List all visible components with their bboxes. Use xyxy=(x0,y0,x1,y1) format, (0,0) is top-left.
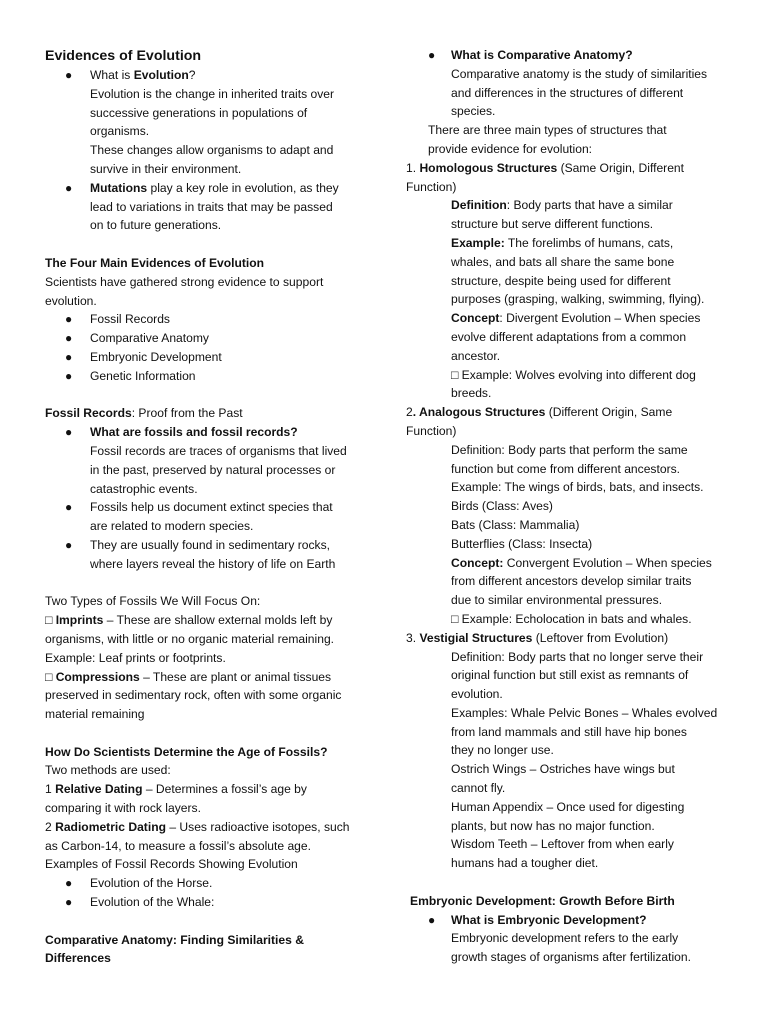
bullet-what-is-evolution: ● What is Evolution? xyxy=(45,66,375,85)
document-title: Evidences of Evolution xyxy=(45,48,202,64)
analogous-butterflies: Butterflies (Class: Insecta) xyxy=(451,536,593,551)
relative-dating-line: 1 Relative Dating – Determines a fossil’s age by xyxy=(45,782,307,797)
embryonic-answer: growth stages of organisms after fertilization. xyxy=(451,950,691,965)
analogous-concept: Concept: Convergent Evolution – When species xyxy=(451,555,712,570)
evolution-text: successive generations in populations of xyxy=(90,105,308,120)
bullet-dot: ● xyxy=(65,68,73,82)
vestigial-wisdom-teeth: Wisdom Teeth – Leftover from when early xyxy=(451,837,674,852)
radiometric-dating-text: as Carbon-14, to measure a fossil’s absolute age. xyxy=(45,838,311,853)
mutations-text: lead to variations in traits that may be passed xyxy=(90,199,333,214)
comparative-anatomy-heading: Differences xyxy=(45,951,111,966)
vestigial-ostrich: Ostrich Wings – Ostriches have wings but xyxy=(451,762,675,777)
example-item: ● Evolution of the Whale: xyxy=(65,895,215,910)
four-evidences-text: evolution. xyxy=(45,293,97,308)
homologous-example-text: structure, despite being used for different xyxy=(451,273,671,288)
comparative-anatomy-answer: species. xyxy=(451,104,496,119)
radiometric-dating-line: 2 Radiometric Dating – Uses radioactive isotopes, such xyxy=(45,819,350,834)
imprints-line: □ Imprints – These are shallow external molds left by xyxy=(45,613,333,628)
vestigial-definition: original function but still exist as remnants of xyxy=(451,668,689,683)
homologous-box-example: □ Example: Wolves evolving into different dog xyxy=(451,367,696,382)
fossil-extinct-text: are related to modern species. xyxy=(90,519,254,534)
homologous-box-example: breeds. xyxy=(451,386,492,401)
box-icon: □ xyxy=(45,669,53,684)
analogous-birds: Birds (Class: Aves) xyxy=(451,499,553,514)
fossil-answer: in the past, preserved by natural processes or xyxy=(90,462,336,477)
analogous-concept-text: due to similar environmental pressures. xyxy=(451,593,663,608)
evidence-item: ● Comparative Anatomy xyxy=(65,331,209,346)
four-evidences-heading: The Four Main Evidences of Evolution xyxy=(45,255,265,270)
compressions-text: preserved in sedimentary rock, often with some organic xyxy=(45,688,342,703)
fossil-age-heading: How Do Scientists Determine the Age of Fossils? xyxy=(45,744,328,759)
homologous-definition: Definition: Body parts that have a similar xyxy=(451,198,673,213)
evolution-text: Evolution is the change in inherited traits over xyxy=(90,86,335,101)
fossil-answer: Fossil records are traces of organisms that lived xyxy=(90,443,347,458)
vestigial-heading: 3. Vestigial Structures (Leftover from Evolution) xyxy=(406,630,669,645)
homologous-definition-text: structure but serve different functions. xyxy=(451,217,654,232)
compressions-line: □ Compressions – These are plant or animal tissues xyxy=(45,669,332,684)
evolution-text: survive in their environment. xyxy=(90,161,242,176)
left-column xyxy=(45,46,375,968)
evidence-item: ● Genetic Information xyxy=(65,368,196,383)
mutations-text: on to future generations. xyxy=(90,218,222,233)
analogous-bats: Bats (Class: Mammalia) xyxy=(451,517,580,532)
evidence-item: ● Fossil Records xyxy=(65,312,170,327)
vestigial-examples: Examples: Whale Pelvic Bones – Whales evolved xyxy=(451,705,718,720)
evolution-text: These changes allow organisms to adapt and xyxy=(90,143,334,158)
fossil-types-heading: Two Types of Fossils We Will Focus On: xyxy=(45,594,261,609)
comparative-anatomy-heading: Comparative Anatomy: Finding Similarities & xyxy=(45,932,304,947)
analogous-heading-cont: Function) xyxy=(406,423,457,438)
homologous-example-text: whales, and bats all share the same bone xyxy=(451,254,675,269)
comparative-anatomy-answer: and differences in the structures of different xyxy=(451,85,684,100)
fossil-rocks-text: where layers reveal the history of life on Earth xyxy=(90,556,336,571)
vestigial-definition: evolution. xyxy=(451,687,503,702)
bullet-fossil-extinct: ● Fossils help us document extinct species that xyxy=(65,500,333,515)
homologous-example-text: purposes (grasping, walking, swimming, flying). xyxy=(451,292,705,307)
embryonic-answer: Embryonic development refers to the early xyxy=(451,931,679,946)
box-icon: □ xyxy=(45,613,53,628)
four-evidences-text: Scientists have gathered strong evidence to support xyxy=(45,274,324,289)
example-item: ● Evolution of the Horse. xyxy=(65,876,213,891)
bullet-dot: ● xyxy=(65,180,73,195)
vestigial-wisdom-teeth: humans had a tougher diet. xyxy=(451,856,599,871)
compressions-text: material remaining xyxy=(45,707,145,722)
vestigial-examples: from land mammals and still have hip bones xyxy=(451,724,687,739)
analogous-example: Example: The wings of birds, bats, and insects. xyxy=(451,480,704,495)
analogous-heading: 2. Analogous Structures (Different Origin, Same xyxy=(406,405,673,420)
analogous-box-example: □ Example: Echolocation in bats and whales. xyxy=(451,611,692,626)
homologous-heading-cont: Function) xyxy=(406,179,457,194)
bullet-comparative-anatomy-question: ● What is Comparative Anatomy? xyxy=(428,48,633,62)
homologous-concept-text: evolve different adaptations from a common xyxy=(451,329,687,344)
imprints-text: Example: Leaf prints or footprints. xyxy=(45,650,226,665)
three-types-text: provide evidence for evolution: xyxy=(428,141,593,156)
bullet-fossil-question: ● What are fossils and fossil records? xyxy=(65,425,298,440)
comparative-anatomy-answer: Comparative anatomy is the study of similarities xyxy=(451,66,708,81)
right-column xyxy=(398,46,738,967)
analogous-definition: function but come from different ancestors. xyxy=(451,461,681,476)
fossil-answer: catastrophic events. xyxy=(90,481,198,496)
homologous-example: Example: The forelimbs of humans, cats, xyxy=(451,235,674,250)
vestigial-ostrich: cannot fly. xyxy=(451,781,506,796)
vestigial-definition: Definition: Body parts that no longer serve their xyxy=(451,649,704,664)
fossil-records-heading: Fossil Records: Proof from the Past xyxy=(45,406,243,421)
three-types-text: There are three main types of structures that xyxy=(428,123,667,138)
relative-dating-text: comparing it with rock layers. xyxy=(45,801,201,816)
evolution-text: organisms. xyxy=(90,124,150,139)
analogous-definition: Definition: Body parts that perform the same xyxy=(451,442,688,457)
bullet-embryonic-question: ● What is Embryonic Development? xyxy=(428,912,647,927)
bullet-fossil-rocks: ● They are usually found in sedimentary rocks, xyxy=(65,537,330,552)
embryonic-heading: Embryonic Development: Growth Before Birth xyxy=(410,893,675,908)
evidence-item: ● Embryonic Development xyxy=(65,349,222,364)
examples-text: Examples of Fossil Records Showing Evolution xyxy=(45,857,298,872)
analogous-concept-text: from different ancestors develop similar traits xyxy=(451,574,692,589)
vestigial-examples: they no longer use. xyxy=(451,743,554,758)
homologous-heading: 1. Homologous Structures (Same Origin, Different xyxy=(406,160,685,175)
homologous-concept-text: ancestor. xyxy=(451,348,501,363)
homologous-concept: Concept: Divergent Evolution – When species xyxy=(451,311,701,326)
bullet-mutations: ● Mutations play a key role in evolution, as they xyxy=(45,179,375,198)
vestigial-appendix: plants, but now has no major function. xyxy=(451,818,655,833)
fossil-age-text: Two methods are used: xyxy=(45,763,171,778)
vestigial-appendix: Human Appendix – Once used for digesting xyxy=(451,799,685,814)
imprints-text: organisms, with little or no organic material remaining. xyxy=(45,631,335,646)
